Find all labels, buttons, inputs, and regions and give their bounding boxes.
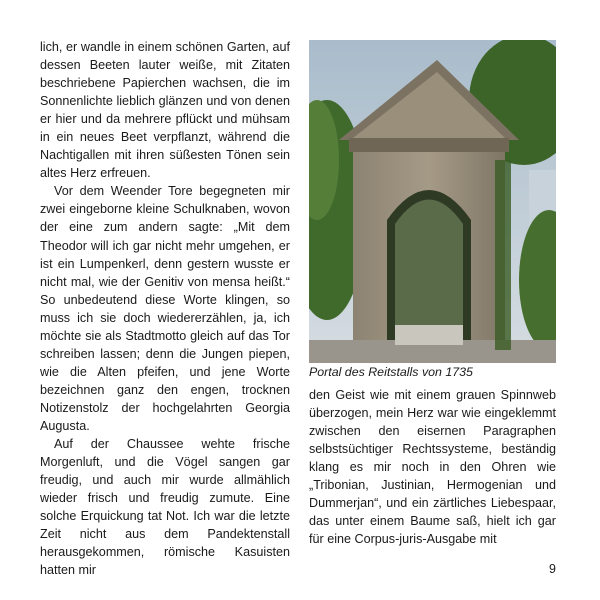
paragraph: Auf der Chaussee wehte frische Morgenluft, und die Vögel sangen gar freudig, und auch mir wurde allmählich wieder frisch und freudig zumute. Eine solche Erquickung tat Not. Ich war die letzte Zeit nicht aus dem Pandektenstall herausgekommen, römische Kasuisten hatten mir: [40, 437, 290, 578]
right-text-column: [309, 386, 556, 548]
paragraph: lich, er wandle in einem schönen Garten, auf dessen Beeten lauter weiße, mit Zitaten beschriebene Papierchen wachsen, die im Sonnenlichte lieblich glänzen und von denen er hier und da mehrere pflückt und mühsam in ein neues Beet verpflanzt, während die Nachtigallen mit ihren süßesten Tönen sein altes Herz erfreuen.: [40, 40, 290, 181]
figure-caption: Portal des Reitstalls von 1735: [309, 365, 473, 379]
paragraph: den Geist wie mit einem grauen Spinnweb überzogen, mein Herz war wie eingeklemmt zwischen den eisernen Paragraphen selbstsüchtiger Rechtssysteme, beständig klang es mir noch in den Ohren wie „Tribonian, Justinian, Hermogenian und Dummerjan“, und ein zärtliches Liebespaar, das unter einem Baume saß, hielt ich gar für eine Corpus-juris-Ausgabe mit: [309, 388, 556, 547]
page-number: 9: [549, 562, 556, 576]
portal-illustration: [309, 40, 556, 363]
photo-reitstall-portal: [309, 40, 556, 363]
paragraph: Vor dem Weender Tore begegneten mir zwei eingeborne kleine Schulknaben, wovon der eine zum andern sagte: „Mit dem Theodor will ich gar nicht mehr umgehen, er ist ein Lumpenkerl, denn gestern wusste er nicht mal, wie der Genitiv von mensa heißt.“ So unbedeutend diese Worte klingen, so muss ich sie doch wiedererzählen, ja, ich möchte sie als Stadtmotto gleich auf das Tor schreiben lassen; denn die Jungen piepen, wie die Alten pfeifen, und jene Worte bezeichnen ganz den engen, trocknen Notizenstolz der hochgelahrten Georgia Augusta.: [40, 184, 290, 433]
left-text-column: [40, 38, 290, 579]
